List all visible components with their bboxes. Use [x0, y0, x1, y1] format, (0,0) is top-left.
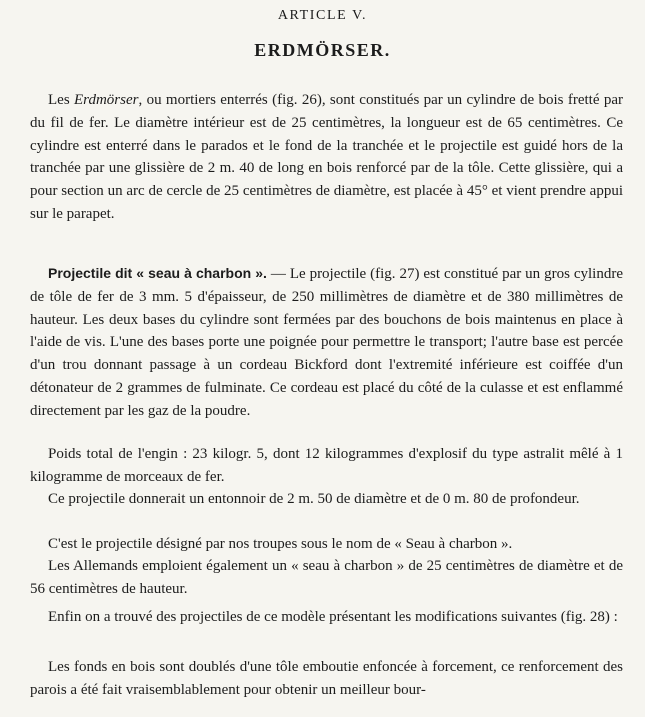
article-number: ARTICLE V. — [277, 8, 368, 23]
paragraph-text: Les — [48, 92, 75, 108]
paragraph-crater: Ce projectile donnerait un entonnoir de 2 m. 50 de diamètre et de 0 m. 80 de profondeur. — [48, 491, 580, 507]
paragraph-weight: Poids total de l'engin : 23 kilogr. 5, dont 12 kilogrammes d'explosif du type astralit mêlé à 1 kilogramme de morceaux de fer. — [30, 446, 623, 485]
paragraph-text: , ou mortiers enterrés (fig. 26), sont constitués par un cylindre de bois fretté par du fil de fer. Le diamètre intérieur est de 25 centimètres, la longueur est de 65 centimètres. Ce cylindre est enterré dans le parados et le fond de la tranchée et le projectile est guidé hors de la tranchée par une glissière de 2 m. 40 de long en bois renforcé par de la tôle. Cette glissière, qui a pour section un arc de cercle de 25 centimètres de diamètre, est placée à 45° et vient prendre appui sur le parapet. — [30, 92, 623, 222]
paragraph-german-variant: Les Allemands emploient également un « seau à charbon » de 25 centimètres de diamètre et de 56 centimètres de hauteur. — [30, 558, 623, 597]
paragraph-text: — Le projectile (fig. 27) est constitué par un gros cylindre de tôle de fer de 3 mm. 5 d'épaisseur, de 250 millimètres de diamètre et de 380 millimètres de hauteur. Les deux bases du cylindre sont fermées par des bouchons de bois maintenus en place à l'aide de vis. L'une des bases porte une poignée pour permettre le transport; l'autre base est percée d'un trou donnant passage à un cordeau Bickford dont l'extremité inférieure est coiffée d'un détonateur de 2 grammes de fulminate. Ce cordeau est placé du côté de la culasse et est enflammé directement par les gaz de la poudre. — [30, 266, 624, 419]
paragraph-projectile — [30, 262, 623, 423]
section-runin-heading: Projectile dit « seau à charbon ». — [48, 265, 267, 281]
article-title: ERDMÖRSER. — [254, 40, 391, 60]
paragraph-description — [30, 89, 623, 226]
paragraph-nickname: C'est le projectile désigné par nos troupes sous le nom de « Seau à charbon ». — [48, 536, 513, 552]
paragraph-modifications: Enfin on a trouvé des projectiles de ce modèle présentant les modifications suivantes (fig. 28) : — [48, 609, 618, 625]
paragraph-reinforcement: Les fonds en bois sont doublés d'une tôle emboutie enfoncée à forcement, ce renforcement des parois a été fait vraisemblablement pour obtenir un meilleur bour- — [30, 659, 623, 698]
italic-term: Erdmörser — [74, 92, 139, 108]
